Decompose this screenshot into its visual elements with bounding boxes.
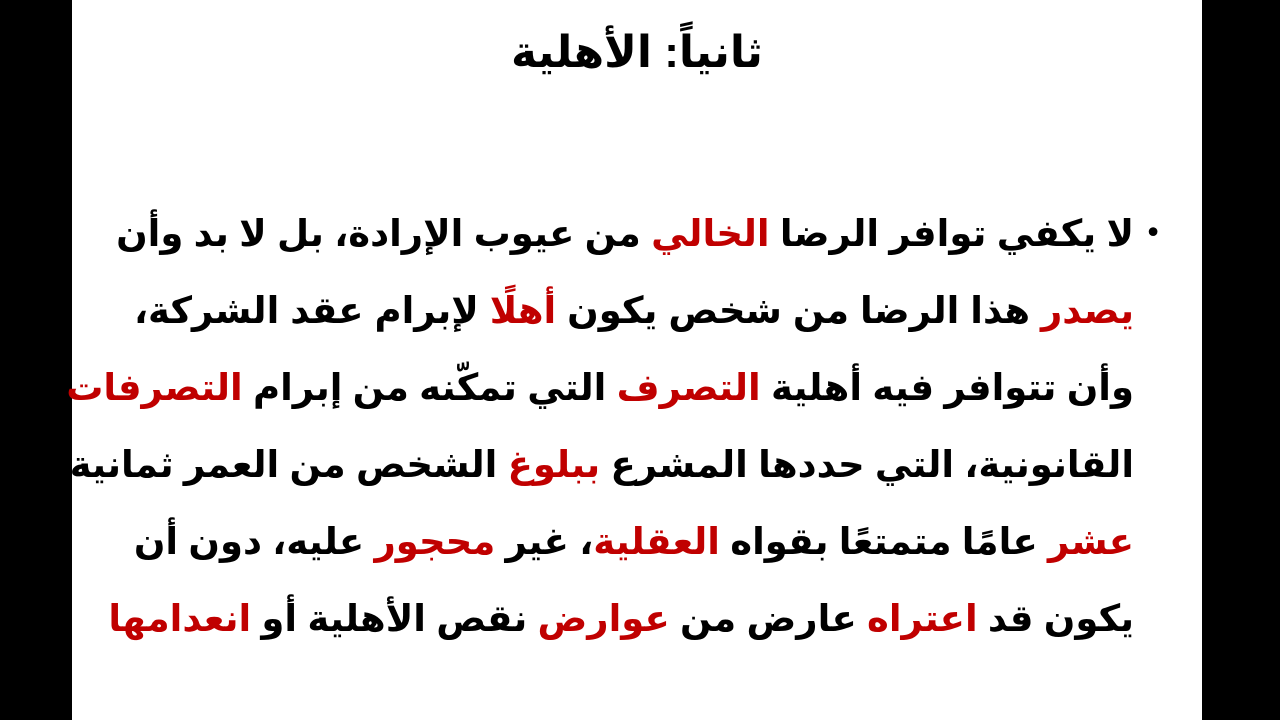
text-segment: لإبرام عقد الشركة، [134, 290, 490, 331]
text-segment: عارض من [669, 598, 868, 639]
highlighted-term: أهلًا [489, 290, 557, 331]
text-segment: ، غير [495, 521, 594, 562]
bullet-paragraph [66, 195, 1162, 657]
paragraph-line [108, 580, 1134, 657]
highlighted-term: عوارض [537, 598, 670, 639]
highlighted-term: التصرفات [66, 367, 243, 408]
paragraph-line [134, 503, 1134, 580]
highlighted-term: الخالي [651, 213, 770, 254]
highlighted-term: يصدر [1040, 290, 1134, 331]
text-segment: وأن تتوافر فيه أهلية [760, 367, 1134, 408]
highlighted-term: عشر [1048, 521, 1134, 562]
highlighted-term: محجور [374, 521, 496, 562]
text-segment: الشخص من العمر ثمانية [69, 444, 508, 485]
text-segment: يكون قد [977, 598, 1134, 639]
text-segment: من عيوب الإرادة، بل لا بد وأن [116, 213, 652, 254]
text-segment: لا يكفي توافر الرضا [769, 213, 1134, 254]
text-segment: التي تمكّنه من إبرام [242, 367, 617, 408]
paragraph-line [134, 272, 1134, 349]
paragraph-lines [66, 195, 1134, 657]
paragraph-line [69, 426, 1134, 503]
text-segment: عليه، دون أن [133, 521, 375, 562]
highlighted-term: اعتراه [867, 598, 978, 639]
text-segment: نقص الأهلية أو [251, 598, 538, 639]
highlighted-term: انعدامها [108, 598, 252, 639]
highlighted-term: ببلوغ [507, 444, 601, 485]
slide-title: ثانياً: الأهلية [511, 28, 763, 77]
text-segment: هذا الرضا من شخص يكون [556, 290, 1041, 331]
paragraph-line [66, 349, 1134, 426]
highlighted-term: التصرف [616, 367, 761, 408]
text-segment: عامًا متمتعًا بقواه [720, 521, 1049, 562]
paragraph-line [116, 195, 1134, 272]
slide [66, 0, 1202, 720]
bullet-icon: • [1144, 216, 1162, 251]
text-segment: القانونية، التي حددها المشرع [600, 444, 1134, 485]
highlighted-term: العقلية [593, 521, 720, 562]
